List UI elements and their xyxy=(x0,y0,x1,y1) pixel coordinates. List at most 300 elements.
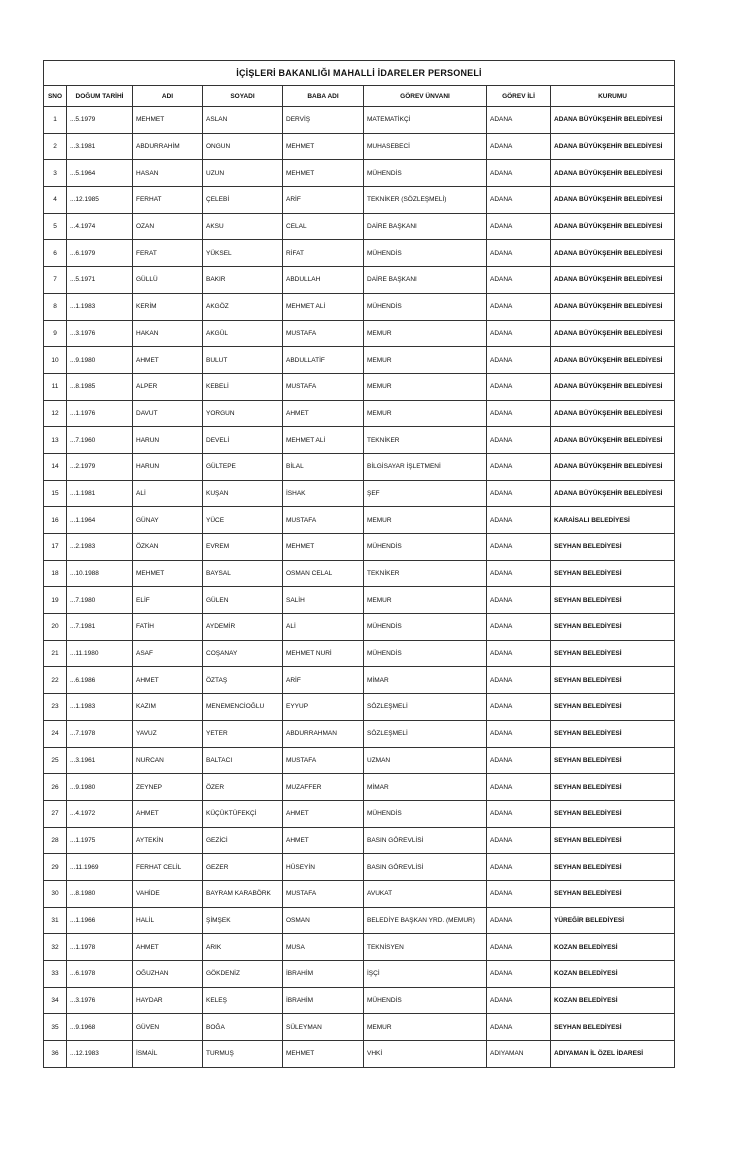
cell-duty-province: ADANA xyxy=(487,213,551,240)
column-header-father-name: BABA ADI xyxy=(283,86,364,107)
cell-sno: 28 xyxy=(44,827,67,854)
cell-job-title: MEMUR xyxy=(364,1014,487,1041)
table-row xyxy=(44,133,675,160)
cell-surname: AYDEMİR xyxy=(203,614,283,641)
cell-father-name: ABDULLATİF xyxy=(283,347,364,374)
cell-duty-province: ADANA xyxy=(487,747,551,774)
cell-job-title: TEKNİKER xyxy=(364,427,487,454)
cell-institution: SEYHAN BELEDİYESİ xyxy=(551,854,675,881)
cell-father-name: HÜSEYİN xyxy=(283,854,364,881)
cell-sno: 26 xyxy=(44,774,67,801)
cell-surname: ÖZTAŞ xyxy=(203,667,283,694)
cell-first-name: ALPER xyxy=(133,373,203,400)
cell-father-name: EYYUP xyxy=(283,694,364,721)
cell-surname: ARIK xyxy=(203,934,283,961)
cell-father-name: SÜLEYMAN xyxy=(283,1014,364,1041)
cell-job-title: BASIN GÖREVLİSİ xyxy=(364,854,487,881)
cell-institution: ADANA BÜYÜKŞEHİR BELEDİYESİ xyxy=(551,373,675,400)
cell-birth-date: ...6.1986 xyxy=(67,667,133,694)
cell-duty-province: ADANA xyxy=(487,560,551,587)
cell-sno: 21 xyxy=(44,640,67,667)
cell-father-name: MUSTAFA xyxy=(283,373,364,400)
cell-birth-date: ...1.1975 xyxy=(67,827,133,854)
cell-surname: ÇELEBİ xyxy=(203,187,283,214)
cell-surname: GÜLEN xyxy=(203,587,283,614)
table-row xyxy=(44,800,675,827)
cell-father-name: ALİ xyxy=(283,614,364,641)
cell-institution: ADANA BÜYÜKŞEHİR BELEDİYESİ xyxy=(551,453,675,480)
table-row xyxy=(44,720,675,747)
cell-birth-date: ...9.1980 xyxy=(67,774,133,801)
table-row xyxy=(44,347,675,374)
cell-sno: 13 xyxy=(44,427,67,454)
cell-duty-province: ADANA xyxy=(487,800,551,827)
column-header-duty-province: GÖREV İLİ xyxy=(487,86,551,107)
cell-first-name: NURCAN xyxy=(133,747,203,774)
cell-father-name: MEHMET ALİ xyxy=(283,427,364,454)
cell-sno: 3 xyxy=(44,160,67,187)
cell-sno: 22 xyxy=(44,667,67,694)
table-row xyxy=(44,987,675,1014)
cell-institution: ADANA BÜYÜKŞEHİR BELEDİYESİ xyxy=(551,240,675,267)
cell-father-name: MEHMET ALİ xyxy=(283,293,364,320)
cell-surname: COŞANAY xyxy=(203,640,283,667)
personnel-table xyxy=(43,60,675,1068)
cell-father-name: DERVİŞ xyxy=(283,107,364,134)
cell-sno: 17 xyxy=(44,534,67,561)
cell-father-name: MEHMET xyxy=(283,133,364,160)
cell-surname: TURMUŞ xyxy=(203,1041,283,1068)
cell-institution: ADANA BÜYÜKŞEHİR BELEDİYESİ xyxy=(551,267,675,294)
cell-surname: AKSU xyxy=(203,213,283,240)
cell-job-title: DAİRE BAŞKANI xyxy=(364,213,487,240)
cell-institution: ADIYAMAN İL ÖZEL İDARESİ xyxy=(551,1041,675,1068)
cell-first-name: KERİM xyxy=(133,293,203,320)
cell-father-name: OSMAN xyxy=(283,907,364,934)
cell-father-name: AHMET xyxy=(283,827,364,854)
cell-surname: EVREM xyxy=(203,534,283,561)
cell-duty-province: ADANA xyxy=(487,240,551,267)
cell-surname: AKGÜL xyxy=(203,320,283,347)
table-row xyxy=(44,160,675,187)
cell-surname: GÜLTEPE xyxy=(203,453,283,480)
cell-job-title: MEMUR xyxy=(364,400,487,427)
cell-father-name: AHMET xyxy=(283,400,364,427)
cell-institution: SEYHAN BELEDİYESİ xyxy=(551,640,675,667)
cell-father-name: MUSA xyxy=(283,934,364,961)
cell-duty-province: ADANA xyxy=(487,694,551,721)
cell-job-title: MİMAR xyxy=(364,774,487,801)
cell-surname: BALTACI xyxy=(203,747,283,774)
cell-institution: ADANA BÜYÜKŞEHİR BELEDİYESİ xyxy=(551,400,675,427)
cell-sno: 14 xyxy=(44,453,67,480)
cell-birth-date: ...5.1964 xyxy=(67,160,133,187)
cell-father-name: OSMAN CELAL xyxy=(283,560,364,587)
cell-father-name: MUSTAFA xyxy=(283,507,364,534)
cell-duty-province: ADANA xyxy=(487,854,551,881)
cell-sno: 1 xyxy=(44,107,67,134)
cell-institution: YÜREĞİR BELEDİYESİ xyxy=(551,907,675,934)
cell-sno: 16 xyxy=(44,507,67,534)
cell-duty-province: ADANA xyxy=(487,1014,551,1041)
cell-birth-date: ...1.1978 xyxy=(67,934,133,961)
cell-job-title: MÜHENDİS xyxy=(364,293,487,320)
cell-duty-province: ADANA xyxy=(487,614,551,641)
cell-father-name: ARİF xyxy=(283,187,364,214)
cell-first-name: FERHAT xyxy=(133,187,203,214)
cell-surname: MENEMENCİOĞLU xyxy=(203,694,283,721)
cell-job-title: MATEMATİKÇİ xyxy=(364,107,487,134)
cell-first-name: AHMET xyxy=(133,800,203,827)
cell-duty-province: ADIYAMAN xyxy=(487,1041,551,1068)
cell-surname: ŞİMŞEK xyxy=(203,907,283,934)
cell-surname: GÖKDENİZ xyxy=(203,961,283,988)
cell-institution: KOZAN BELEDİYESİ xyxy=(551,934,675,961)
cell-duty-province: ADANA xyxy=(487,400,551,427)
cell-birth-date: ...4.1974 xyxy=(67,213,133,240)
cell-surname: UZUN xyxy=(203,160,283,187)
cell-job-title: MEMUR xyxy=(364,373,487,400)
cell-father-name: MEHMET xyxy=(283,160,364,187)
cell-first-name: DAVUT xyxy=(133,400,203,427)
cell-sno: 7 xyxy=(44,267,67,294)
cell-institution: SEYHAN BELEDİYESİ xyxy=(551,1014,675,1041)
column-header-first-name: ADI xyxy=(133,86,203,107)
cell-duty-province: ADANA xyxy=(487,880,551,907)
cell-job-title: TEKNİKER xyxy=(364,560,487,587)
cell-institution: SEYHAN BELEDİYESİ xyxy=(551,534,675,561)
cell-father-name: MEHMET xyxy=(283,534,364,561)
cell-job-title: DAİRE BAŞKANI xyxy=(364,267,487,294)
cell-sno: 15 xyxy=(44,480,67,507)
cell-father-name: MUSTAFA xyxy=(283,320,364,347)
cell-first-name: FERAT xyxy=(133,240,203,267)
cell-birth-date: ...8.1980 xyxy=(67,880,133,907)
cell-birth-date: ...1.1976 xyxy=(67,400,133,427)
cell-institution: SEYHAN BELEDİYESİ xyxy=(551,800,675,827)
cell-job-title: MEMUR xyxy=(364,587,487,614)
table-row xyxy=(44,667,675,694)
table-row xyxy=(44,907,675,934)
table-row xyxy=(44,934,675,961)
cell-institution: SEYHAN BELEDİYESİ xyxy=(551,880,675,907)
cell-institution: SEYHAN BELEDİYESİ xyxy=(551,774,675,801)
cell-first-name: ZEYNEP xyxy=(133,774,203,801)
cell-birth-date: ...9.1980 xyxy=(67,347,133,374)
cell-birth-date: ...9.1968 xyxy=(67,1014,133,1041)
cell-first-name: FERHAT CELİL xyxy=(133,854,203,881)
cell-job-title: MEMUR xyxy=(364,507,487,534)
cell-first-name: AHMET xyxy=(133,347,203,374)
cell-duty-province: ADANA xyxy=(487,907,551,934)
cell-father-name: İSHAK xyxy=(283,480,364,507)
table-row xyxy=(44,1014,675,1041)
cell-job-title: MUHASEBECİ xyxy=(364,133,487,160)
table-row xyxy=(44,640,675,667)
table-header-row xyxy=(44,86,675,107)
cell-institution: SEYHAN BELEDİYESİ xyxy=(551,667,675,694)
cell-job-title: BELEDİYE BAŞKAN YRD. (MEMUR) xyxy=(364,907,487,934)
cell-father-name: İBRAHİM xyxy=(283,987,364,1014)
cell-duty-province: ADANA xyxy=(487,720,551,747)
cell-surname: YÜCE xyxy=(203,507,283,534)
cell-sno: 20 xyxy=(44,614,67,641)
cell-sno: 12 xyxy=(44,400,67,427)
cell-job-title: SÖZLEŞMELİ xyxy=(364,720,487,747)
cell-job-title: MÜHENDİS xyxy=(364,160,487,187)
cell-first-name: HALİL xyxy=(133,907,203,934)
cell-father-name: SALİH xyxy=(283,587,364,614)
cell-duty-province: ADANA xyxy=(487,427,551,454)
cell-duty-province: ADANA xyxy=(487,293,551,320)
cell-duty-province: ADANA xyxy=(487,187,551,214)
document-title: İÇİŞLERİ BAKANLIĞI MAHALLİ İDARELER PERSONELİ xyxy=(44,61,675,86)
cell-institution: SEYHAN BELEDİYESİ xyxy=(551,560,675,587)
cell-institution: ADANA BÜYÜKŞEHİR BELEDİYESİ xyxy=(551,427,675,454)
cell-job-title: MÜHENDİS xyxy=(364,800,487,827)
cell-birth-date: ...5.1979 xyxy=(67,107,133,134)
table-row xyxy=(44,880,675,907)
cell-institution: SEYHAN BELEDİYESİ xyxy=(551,720,675,747)
cell-duty-province: ADANA xyxy=(487,133,551,160)
cell-first-name: HAKAN xyxy=(133,320,203,347)
cell-institution: SEYHAN BELEDİYESİ xyxy=(551,747,675,774)
cell-first-name: AHMET xyxy=(133,667,203,694)
cell-first-name: ABDURRAHİM xyxy=(133,133,203,160)
cell-father-name: MEHMET NURİ xyxy=(283,640,364,667)
cell-surname: YETER xyxy=(203,720,283,747)
table-row xyxy=(44,774,675,801)
cell-birth-date: ...1.1983 xyxy=(67,293,133,320)
cell-father-name: CELAL xyxy=(283,213,364,240)
cell-father-name: ARİF xyxy=(283,667,364,694)
cell-first-name: GÜNAY xyxy=(133,507,203,534)
cell-birth-date: ...1.1964 xyxy=(67,507,133,534)
cell-birth-date: ...2.1979 xyxy=(67,453,133,480)
cell-birth-date: ...6.1978 xyxy=(67,961,133,988)
cell-institution: SEYHAN BELEDİYESİ xyxy=(551,827,675,854)
cell-job-title: TEKNİSYEN xyxy=(364,934,487,961)
cell-sno: 25 xyxy=(44,747,67,774)
table-row xyxy=(44,560,675,587)
cell-surname: GEZİCİ xyxy=(203,827,283,854)
cell-job-title: MEMUR xyxy=(364,320,487,347)
cell-duty-province: ADANA xyxy=(487,667,551,694)
cell-surname: YÜKSEL xyxy=(203,240,283,267)
cell-sno: 2 xyxy=(44,133,67,160)
table-row xyxy=(44,373,675,400)
cell-first-name: ELİF xyxy=(133,587,203,614)
cell-birth-date: ...3.1981 xyxy=(67,133,133,160)
table-row xyxy=(44,427,675,454)
cell-first-name: HASAN xyxy=(133,160,203,187)
cell-duty-province: ADANA xyxy=(487,320,551,347)
cell-job-title: SÖZLEŞMELİ xyxy=(364,694,487,721)
cell-first-name: OĞUZHAN xyxy=(133,961,203,988)
cell-birth-date: ...3.1961 xyxy=(67,747,133,774)
cell-sno: 34 xyxy=(44,987,67,1014)
cell-job-title: MÜHENDİS xyxy=(364,987,487,1014)
cell-sno: 31 xyxy=(44,907,67,934)
cell-duty-province: ADANA xyxy=(487,534,551,561)
cell-sno: 6 xyxy=(44,240,67,267)
table-row xyxy=(44,827,675,854)
cell-birth-date: ...4.1972 xyxy=(67,800,133,827)
cell-father-name: MUSTAFA xyxy=(283,880,364,907)
cell-surname: AKGÖZ xyxy=(203,293,283,320)
column-header-birth-date: DOĞUM TARİHİ xyxy=(67,86,133,107)
cell-sno: 35 xyxy=(44,1014,67,1041)
cell-institution: ADANA BÜYÜKŞEHİR BELEDİYESİ xyxy=(551,133,675,160)
cell-sno: 18 xyxy=(44,560,67,587)
cell-sno: 33 xyxy=(44,961,67,988)
cell-duty-province: ADANA xyxy=(487,640,551,667)
cell-job-title: İŞÇİ xyxy=(364,961,487,988)
cell-first-name: HARUN xyxy=(133,427,203,454)
cell-job-title: MEMUR xyxy=(364,347,487,374)
cell-surname: YORGUN xyxy=(203,400,283,427)
cell-duty-province: ADANA xyxy=(487,507,551,534)
cell-institution: SEYHAN BELEDİYESİ xyxy=(551,587,675,614)
cell-institution: KOZAN BELEDİYESİ xyxy=(551,961,675,988)
cell-birth-date: ...7.1960 xyxy=(67,427,133,454)
cell-surname: BAYRAM KARABÖRK xyxy=(203,880,283,907)
cell-institution: SEYHAN BELEDİYESİ xyxy=(551,614,675,641)
cell-first-name: MEHMET xyxy=(133,560,203,587)
column-header-surname: SOYADI xyxy=(203,86,283,107)
table-row xyxy=(44,213,675,240)
cell-sno: 9 xyxy=(44,320,67,347)
cell-first-name: VAHİDE xyxy=(133,880,203,907)
cell-duty-province: ADANA xyxy=(487,107,551,134)
table-row xyxy=(44,240,675,267)
table-row xyxy=(44,587,675,614)
cell-sno: 23 xyxy=(44,694,67,721)
cell-sno: 32 xyxy=(44,934,67,961)
cell-surname: DEVELİ xyxy=(203,427,283,454)
personnel-sheet xyxy=(43,60,674,1068)
cell-birth-date: ...6.1979 xyxy=(67,240,133,267)
cell-job-title: MÜHENDİS xyxy=(364,534,487,561)
column-header-job-title: GÖREV ÜNVANI xyxy=(364,86,487,107)
cell-surname: BAKIR xyxy=(203,267,283,294)
cell-duty-province: ADANA xyxy=(487,827,551,854)
cell-first-name: GÜVEN xyxy=(133,1014,203,1041)
cell-duty-province: ADANA xyxy=(487,934,551,961)
cell-institution: ADANA BÜYÜKŞEHİR BELEDİYESİ xyxy=(551,320,675,347)
cell-birth-date: ...1.1966 xyxy=(67,907,133,934)
cell-job-title: ŞEF xyxy=(364,480,487,507)
cell-sno: 11 xyxy=(44,373,67,400)
cell-job-title: BASIN GÖREVLİSİ xyxy=(364,827,487,854)
cell-birth-date: ...8.1985 xyxy=(67,373,133,400)
cell-institution: KARAİSALI BELEDİYESİ xyxy=(551,507,675,534)
table-row xyxy=(44,480,675,507)
cell-first-name: MEHMET xyxy=(133,107,203,134)
table-row xyxy=(44,400,675,427)
cell-surname: ÖZER xyxy=(203,774,283,801)
cell-sno: 8 xyxy=(44,293,67,320)
cell-birth-date: ...7.1980 xyxy=(67,587,133,614)
cell-duty-province: ADANA xyxy=(487,587,551,614)
cell-father-name: MEHMET xyxy=(283,1041,364,1068)
cell-institution: ADANA BÜYÜKŞEHİR BELEDİYESİ xyxy=(551,347,675,374)
cell-first-name: HAYDAR xyxy=(133,987,203,1014)
cell-sno: 29 xyxy=(44,854,67,881)
cell-surname: ONGUN xyxy=(203,133,283,160)
cell-father-name: MUZAFFER xyxy=(283,774,364,801)
cell-first-name: GÜLLÜ xyxy=(133,267,203,294)
cell-first-name: ÖZKAN xyxy=(133,534,203,561)
cell-duty-province: ADANA xyxy=(487,480,551,507)
cell-surname: ASLAN xyxy=(203,107,283,134)
cell-duty-province: ADANA xyxy=(487,347,551,374)
cell-first-name: AHMET xyxy=(133,934,203,961)
cell-job-title: MİMAR xyxy=(364,667,487,694)
cell-father-name: MUSTAFA xyxy=(283,747,364,774)
cell-duty-province: ADANA xyxy=(487,453,551,480)
cell-job-title: VHKİ xyxy=(364,1041,487,1068)
cell-birth-date: ...10.1988 xyxy=(67,560,133,587)
cell-job-title: AVUKAT xyxy=(364,880,487,907)
cell-birth-date: ...7.1978 xyxy=(67,720,133,747)
cell-duty-province: ADANA xyxy=(487,961,551,988)
column-header-institution: KURUMU xyxy=(551,86,675,107)
cell-surname: BAYSAL xyxy=(203,560,283,587)
cell-first-name: YAVUZ xyxy=(133,720,203,747)
table-row xyxy=(44,453,675,480)
table-row xyxy=(44,293,675,320)
cell-first-name: AYTEKİN xyxy=(133,827,203,854)
table-row xyxy=(44,614,675,641)
cell-institution: ADANA BÜYÜKŞEHİR BELEDİYESİ xyxy=(551,293,675,320)
cell-job-title: MÜHENDİS xyxy=(364,640,487,667)
cell-job-title: MÜHENDİS xyxy=(364,240,487,267)
cell-sno: 19 xyxy=(44,587,67,614)
cell-first-name: HARUN xyxy=(133,453,203,480)
table-row xyxy=(44,694,675,721)
cell-birth-date: ...1.1981 xyxy=(67,480,133,507)
table-row xyxy=(44,107,675,134)
cell-birth-date: ...7.1981 xyxy=(67,614,133,641)
cell-birth-date: ...12.1983 xyxy=(67,1041,133,1068)
table-row xyxy=(44,507,675,534)
cell-job-title: TEKNİKER (SÖZLEŞMELİ) xyxy=(364,187,487,214)
cell-birth-date: ...3.1976 xyxy=(67,987,133,1014)
cell-sno: 4 xyxy=(44,187,67,214)
cell-father-name: ABDULLAH xyxy=(283,267,364,294)
cell-birth-date: ...12.1985 xyxy=(67,187,133,214)
cell-birth-date: ...11.1980 xyxy=(67,640,133,667)
cell-sno: 24 xyxy=(44,720,67,747)
table-row xyxy=(44,320,675,347)
column-header-sno: SNO xyxy=(44,86,67,107)
cell-job-title: MÜHENDİS xyxy=(364,614,487,641)
cell-birth-date: ...3.1976 xyxy=(67,320,133,347)
cell-surname: KUŞAN xyxy=(203,480,283,507)
cell-surname: KEBELİ xyxy=(203,373,283,400)
cell-birth-date: ...1.1983 xyxy=(67,694,133,721)
cell-institution: ADANA BÜYÜKŞEHİR BELEDİYESİ xyxy=(551,160,675,187)
table-row xyxy=(44,961,675,988)
cell-institution: ADANA BÜYÜKŞEHİR BELEDİYESİ xyxy=(551,107,675,134)
table-row xyxy=(44,187,675,214)
cell-father-name: RİFAT xyxy=(283,240,364,267)
table-row xyxy=(44,267,675,294)
cell-job-title: UZMAN xyxy=(364,747,487,774)
cell-surname: BOĞA xyxy=(203,1014,283,1041)
cell-birth-date: ...5.1971 xyxy=(67,267,133,294)
